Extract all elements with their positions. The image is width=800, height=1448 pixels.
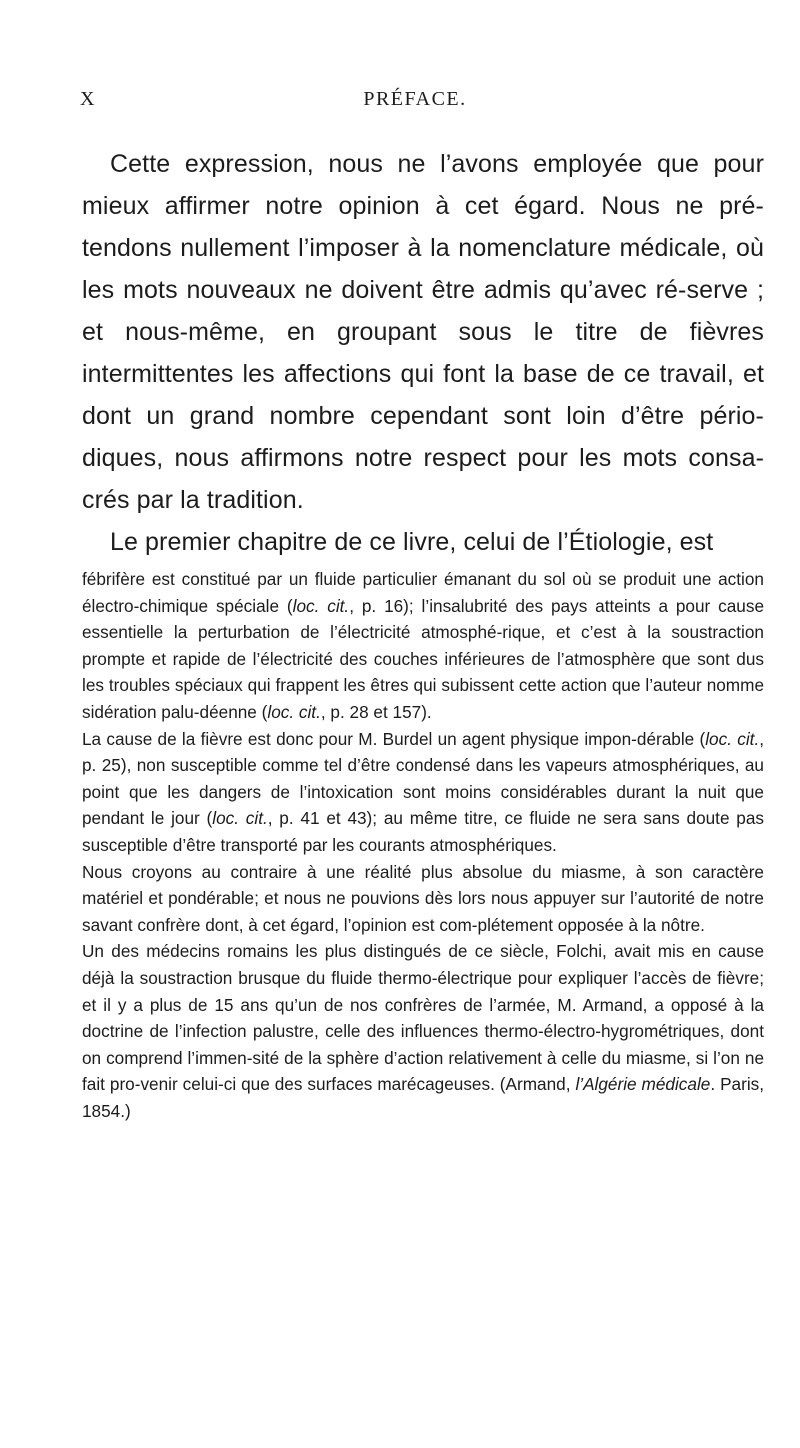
note-paragraph [82, 726, 764, 859]
note-text: , p. 25), non susceptible comme tel d’être condensé dans les vapeurs atmosphériques, au point que les dangers de l’intoxication sont moins considérables durant la nuit que pendant le jour ( [82, 728, 764, 829]
citation: loc. cit. [267, 701, 321, 722]
citation: loc. cit. [705, 728, 760, 749]
note-paragraph [82, 566, 764, 726]
page-number: X [80, 88, 96, 110]
note-text: Un des médecins romains les plus distingués de ce siècle, Folchi, avait mis en cause déjà la soustraction brusque du fluide thermo-électrique pour expliquer l’accès de fièvre; et il y a plus de 15 ans qu’un de nos confrères de l’armée, M. Armand, a opposé à la doctrine de l’infection palustre, celle des influences thermo-électro-hygrométriques, dont on comprend l’immen-sité de la sphère d’action relativement à celle du miasme, si l’on ne fait pro-venir celui-ci que des surfaces marécageuses. (Armand, [82, 941, 764, 1095]
citation: loc. cit. [292, 595, 350, 616]
note-text: La cause de la fièvre est donc pour M. Burdel un agent physique impon-dérable ( [82, 728, 706, 749]
note-text: , p. 41 et 43); au même titre, ce fluide ne sera sans doute pas susceptible d’être transporté par les courants atmosphériques. [82, 808, 765, 855]
citation: loc. cit. [212, 808, 268, 829]
running-head [60, 88, 770, 118]
note-text: , p. 16); l’insalubrité des pays atteints a pour cause essentielle la perturbation de l’électricité atmosphé-rique, et c’est à la soustraction prompte et rapide de l’électricité des couches inférieures de l’atmosphère que sont dus les troubles spéciaux qui frappent les êtres qui subissent cette action que l’auteur nomme sidération palu-déenne ( [82, 595, 765, 722]
paragraph: Le premier chapitre de ce livre, celui de l’Étiologie, est [110, 528, 714, 556]
citation: l’Algérie médicale [575, 1074, 711, 1095]
footnote-block [82, 566, 764, 1124]
paragraph: Cette expression, nous ne l’avons employée que pour mieux affirmer notre opinion à cet égard. Nous ne pré-tendons nullement l’imposer à la nomenclature médicale, où les mots nouveaux ne doivent être admis qu’avec ré-serve ; et nous-même, en groupant sous le titre de fièvres intermittentes les affections qui font la base de ce travail, et dont un grand nombre cependant sont loin d’être pério-diques, nous affirmons notre respect pour les mots consa-crés par la tradition. [82, 150, 764, 514]
note-paragraph [82, 938, 764, 1124]
main-text [82, 143, 764, 563]
running-title: PRÉFACE. [363, 88, 467, 110]
note-text: . Paris, 1854.) [82, 1074, 765, 1121]
note-text: , p. 28 et 157). [320, 701, 432, 722]
note-text: fébrifère est constitué par un fluide particulier émanant du sol où se produit une action électro-chimique spéciale ( [82, 569, 764, 616]
note-paragraph: Nous croyons au contraire à une réalité plus absolue du miasme, à son caractère matériel et pondérable; et nous ne pouvions dès lors nous appuyer sur l’autorité de notre savant confrère dont, à cet égard, l’opinion est com-plétement opposée à la nôtre. [82, 861, 764, 935]
